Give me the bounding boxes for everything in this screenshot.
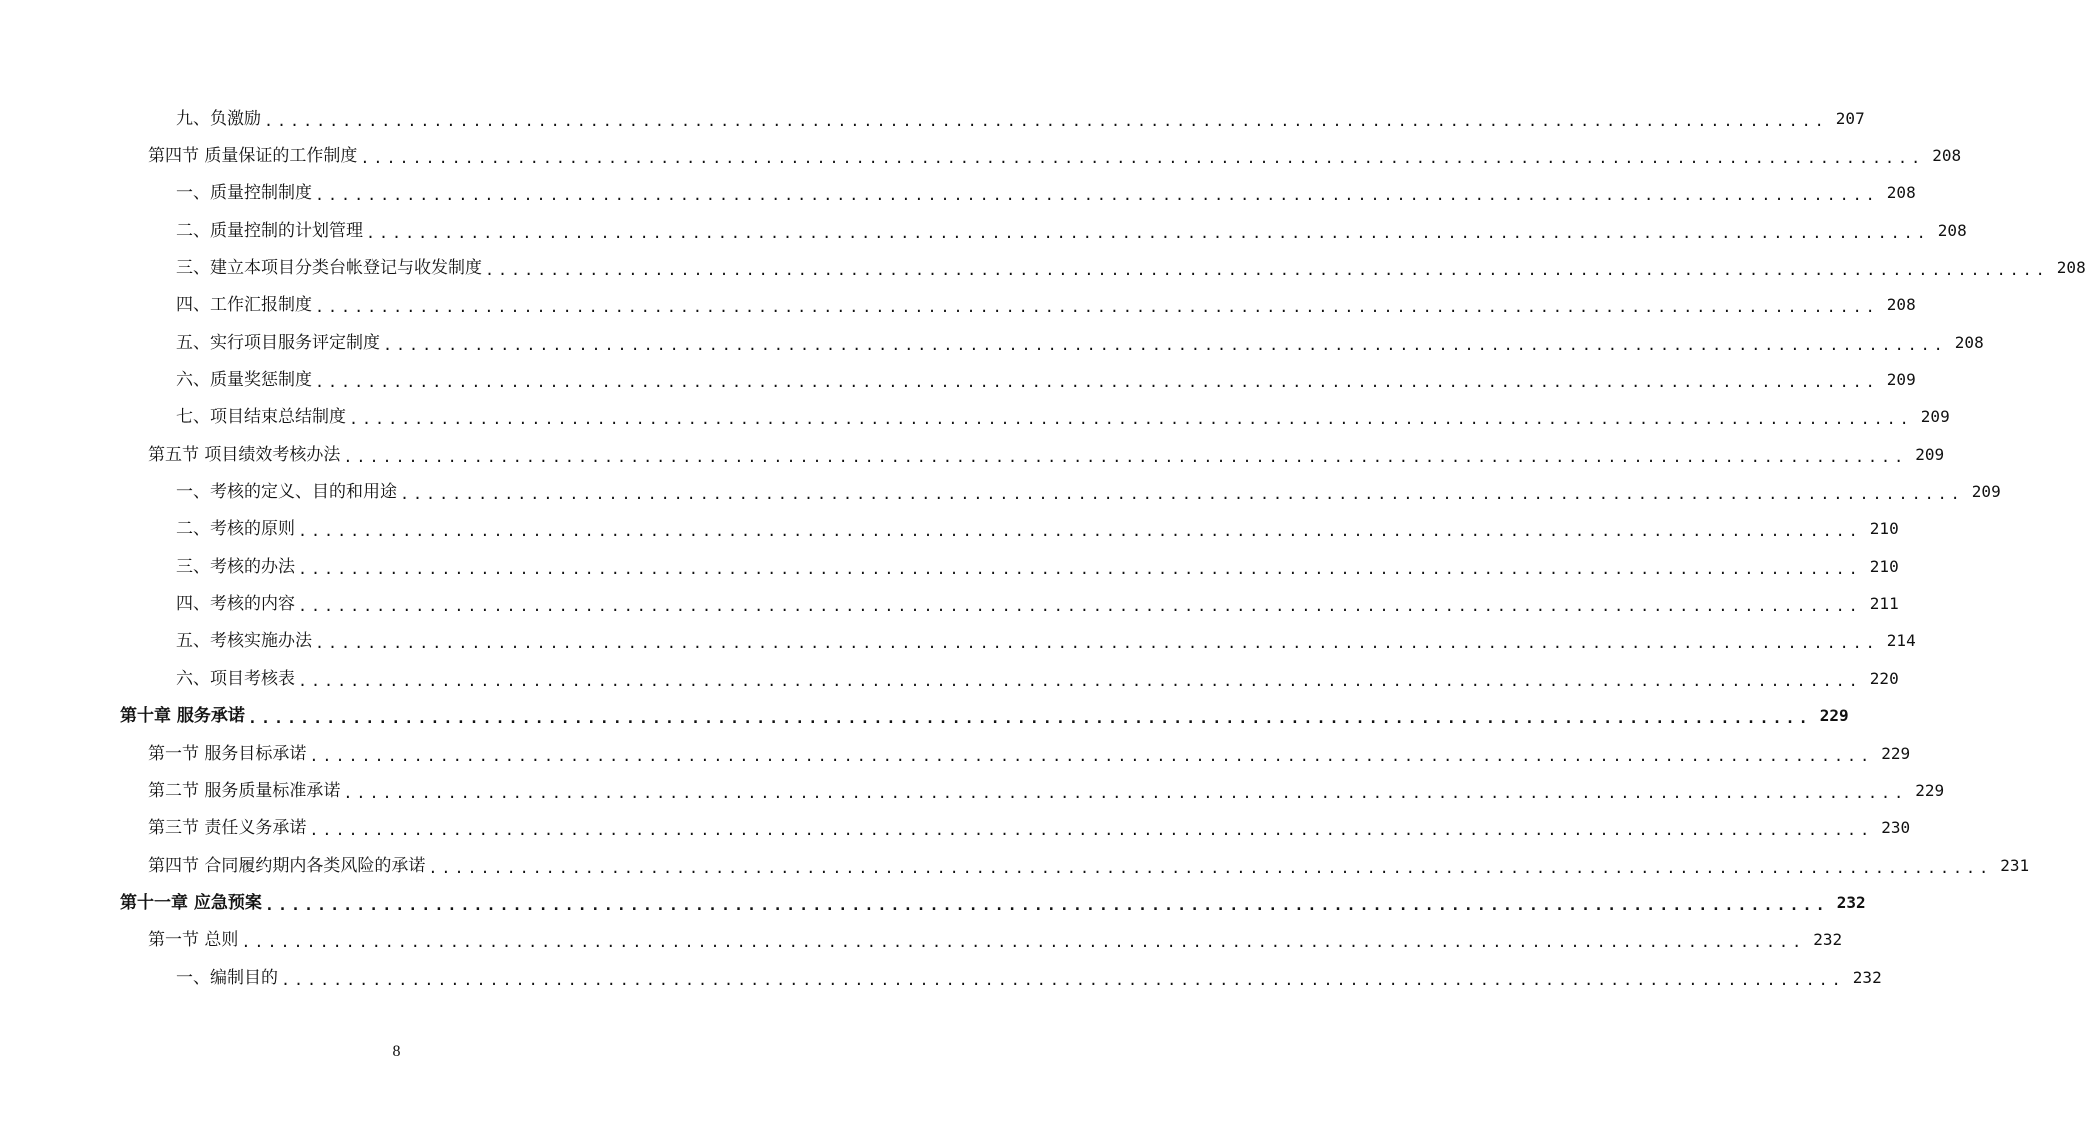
toc-dot-leader: ........................................................................................................................ bbox=[247, 709, 1812, 728]
toc-entry[interactable] bbox=[0, 772, 1945, 809]
page-number: 8 bbox=[392, 1043, 401, 1060]
toc-entry-title: 六、项目考核表 bbox=[176, 668, 295, 689]
toc-dot-leader: ........................................................................................................................ bbox=[315, 634, 1879, 653]
toc-dot-leader: ........................................................................................................................ bbox=[360, 149, 1925, 168]
toc-entry[interactable] bbox=[0, 922, 1843, 959]
toc-chapter-entry[interactable] bbox=[0, 698, 1849, 735]
toc-entry-page-number: 209 bbox=[1915, 444, 1945, 464]
toc-entry-page-number: 211 bbox=[1869, 594, 1899, 614]
toc-entry-title: 一、考核的定义、目的和用途 bbox=[176, 482, 397, 503]
toc-entry-page-number: 232 bbox=[1813, 930, 1843, 950]
toc-entry[interactable] bbox=[0, 287, 1916, 324]
toc-dot-leader: ........................................................................................................................ bbox=[241, 933, 1806, 952]
toc-chapter-entry[interactable] bbox=[0, 884, 1866, 921]
toc-entry-page-number: 209 bbox=[1971, 482, 2001, 502]
toc-entry-title: 第四节 合同履约期内各类风险的承诺 bbox=[148, 855, 426, 876]
toc-entry-page-number: 208 bbox=[1954, 332, 1984, 352]
toc-dot-leader: ........................................................................................................................ bbox=[298, 522, 1862, 541]
toc-entry-title: 第一节 总则 bbox=[148, 930, 239, 951]
toc-entry[interactable] bbox=[0, 100, 1865, 137]
toc-entry[interactable] bbox=[0, 511, 1899, 548]
toc-entry-page-number: 208 bbox=[1937, 220, 1967, 240]
toc-entry-page-number: 208 bbox=[1886, 183, 1916, 203]
toc-entry-page-number: 209 bbox=[1886, 370, 1916, 390]
toc-dot-leader: ........................................................................................................................ bbox=[428, 858, 1993, 877]
toc-entry-title: 第一节 服务目标承诺 bbox=[148, 743, 307, 764]
toc-entry[interactable] bbox=[0, 473, 2001, 510]
toc-entry[interactable] bbox=[0, 585, 1899, 622]
toc-entry-title: 第十章 服务承诺 bbox=[120, 706, 245, 727]
toc-entry-title: 五、考核实施办法 bbox=[176, 631, 312, 652]
toc-entry[interactable] bbox=[0, 324, 1984, 361]
toc-entry-title: 四、工作汇报制度 bbox=[176, 295, 312, 316]
toc-entry-page-number: 232 bbox=[1836, 892, 1866, 912]
toc-entry[interactable] bbox=[0, 847, 2030, 884]
toc-entry-title: 第二节 服务质量标准承诺 bbox=[148, 780, 341, 801]
toc-dot-leader: ........................................................................................................................ bbox=[343, 783, 1908, 802]
toc-entry-title: 四、考核的内容 bbox=[176, 594, 295, 615]
toc-dot-leader: ........................................................................................................................ bbox=[315, 298, 1879, 317]
toc-entry-title: 一、质量控制制度 bbox=[176, 183, 312, 204]
toc-entry-title: 一、编制目的 bbox=[176, 967, 278, 988]
toc-entry-page-number: 230 bbox=[1881, 818, 1911, 838]
toc-entry-title: 二、考核的原则 bbox=[176, 519, 295, 540]
toc-entry-page-number: 207 bbox=[1835, 108, 1865, 128]
toc-entry-title: 五、实行项目服务评定制度 bbox=[176, 332, 380, 353]
toc-entry-title: 第五节 项目绩效考核办法 bbox=[148, 444, 341, 465]
toc-entry-title: 第四节 质量保证的工作制度 bbox=[148, 146, 358, 167]
toc-entry[interactable] bbox=[0, 249, 2086, 286]
toc-entry-page-number: 208 bbox=[1932, 146, 1962, 166]
toc-dot-leader: ........................................................................................................................ bbox=[349, 410, 1913, 429]
toc-entry-page-number: 210 bbox=[1869, 556, 1899, 576]
toc-entry[interactable] bbox=[0, 361, 1916, 398]
toc-dot-leader: ........................................................................................................................ bbox=[343, 447, 1908, 466]
toc-dot-leader: ........................................................................................................................ bbox=[264, 895, 1829, 914]
toc-entry[interactable] bbox=[0, 735, 1911, 772]
toc-dot-leader: ........................................................................................................................ bbox=[366, 223, 1930, 242]
toc-entry-title: 三、考核的办法 bbox=[176, 556, 295, 577]
toc-dot-leader: ........................................................................................................................ bbox=[264, 111, 1828, 130]
toc-entry-title: 七、项目结束总结制度 bbox=[176, 407, 346, 428]
toc-dot-leader: ........................................................................................................................ bbox=[315, 186, 1879, 205]
toc-entry-page-number: 229 bbox=[1819, 706, 1849, 726]
toc-entry[interactable] bbox=[0, 175, 1916, 212]
toc-entry-title: 九、负激励 bbox=[176, 108, 261, 129]
toc-dot-leader: ........................................................................................................................ bbox=[485, 261, 2049, 280]
toc-entry-page-number: 231 bbox=[2000, 855, 2030, 875]
toc-entry[interactable] bbox=[0, 623, 1916, 660]
toc-entry-page-number: 208 bbox=[1886, 295, 1916, 315]
toc-dot-leader: ........................................................................................................................ bbox=[298, 597, 1862, 616]
toc-entry-title: 第三节 责任义务承诺 bbox=[148, 818, 307, 839]
toc-entry-title: 第十一章 应急预案 bbox=[120, 892, 262, 913]
toc-entry[interactable] bbox=[0, 810, 1911, 847]
toc-dot-leader: ........................................................................................................................ bbox=[400, 485, 1964, 504]
toc-entry[interactable] bbox=[0, 436, 1945, 473]
toc-dot-leader: ........................................................................................................................ bbox=[281, 970, 1845, 989]
toc-entry[interactable] bbox=[0, 959, 1882, 996]
toc-entry-page-number: 220 bbox=[1869, 668, 1899, 688]
toc-entry[interactable] bbox=[0, 399, 1950, 436]
toc-dot-leader: ........................................................................................................................ bbox=[298, 671, 1862, 690]
toc-entry-page-number: 229 bbox=[1915, 780, 1945, 800]
toc-dot-leader: ........................................................................................................................ bbox=[383, 335, 1947, 354]
table-of-contents bbox=[0, 100, 2086, 996]
toc-entry[interactable] bbox=[0, 660, 1899, 697]
toc-entry-title: 六、质量奖惩制度 bbox=[176, 370, 312, 391]
toc-dot-leader: ........................................................................................................................ bbox=[309, 821, 1874, 840]
toc-dot-leader: ........................................................................................................................ bbox=[309, 746, 1874, 765]
toc-dot-leader: ........................................................................................................................ bbox=[315, 373, 1879, 392]
toc-entry-page-number: 214 bbox=[1886, 631, 1916, 651]
toc-entry[interactable] bbox=[0, 212, 1967, 249]
toc-entry-page-number: 209 bbox=[1920, 407, 1950, 427]
toc-entry[interactable] bbox=[0, 137, 1962, 174]
toc-entry-page-number: 232 bbox=[1852, 967, 1882, 987]
toc-entry-page-number: 210 bbox=[1869, 519, 1899, 539]
toc-dot-leader: ........................................................................................................................ bbox=[298, 559, 1862, 578]
toc-entry[interactable] bbox=[0, 548, 1899, 585]
toc-entry-title: 二、质量控制的计划管理 bbox=[176, 220, 363, 241]
toc-entry-page-number: 208 bbox=[2056, 258, 2086, 278]
toc-entry-page-number: 229 bbox=[1881, 743, 1911, 763]
toc-entry-title: 三、建立本项目分类台帐登记与收发制度 bbox=[176, 258, 482, 279]
